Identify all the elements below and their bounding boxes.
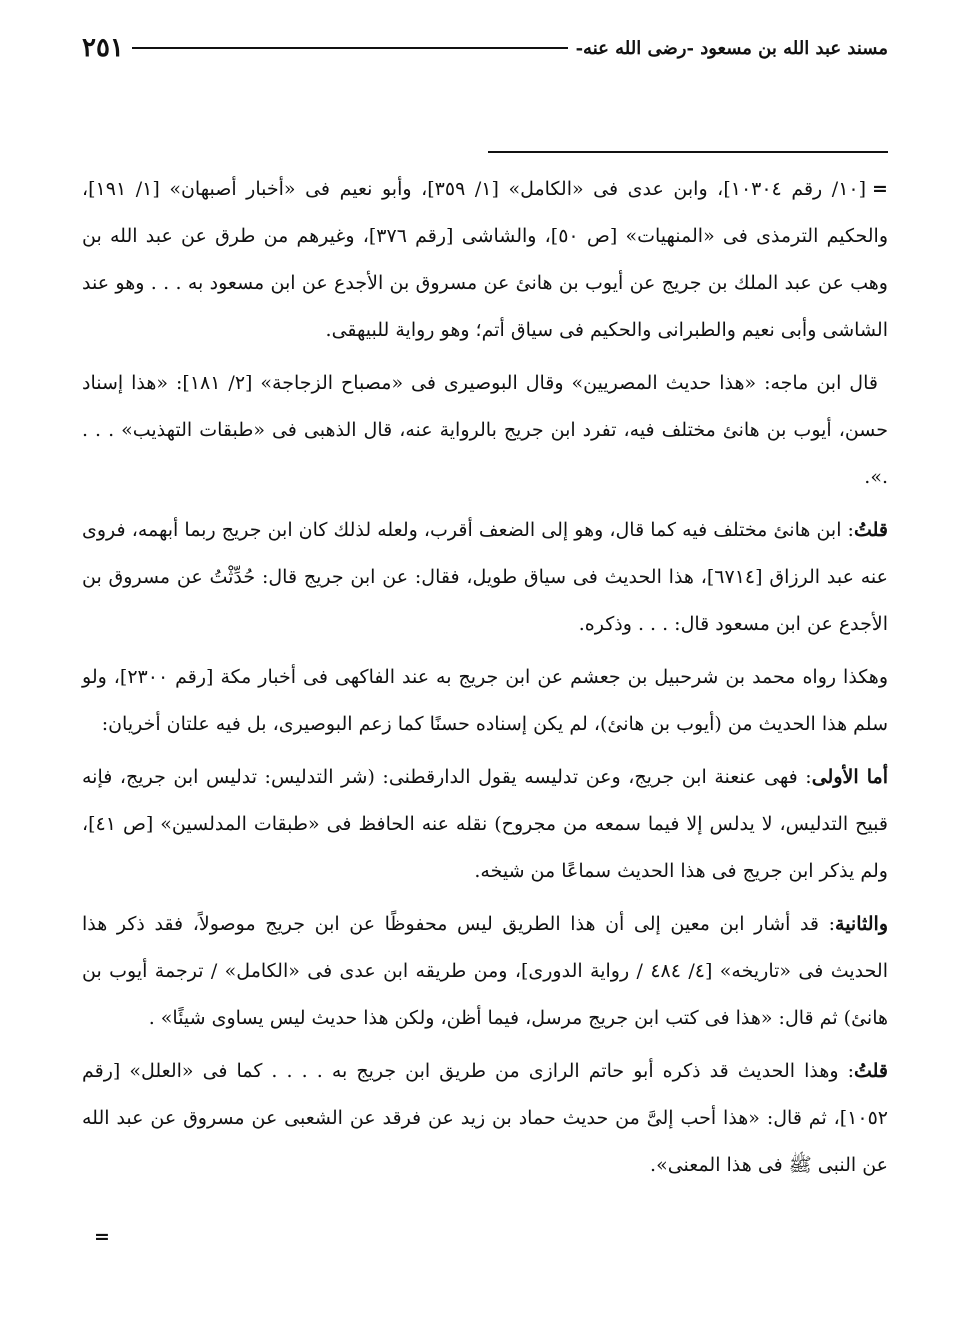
paragraph-3	[82, 507, 888, 648]
paragraph-5	[82, 754, 888, 895]
continuation-mark: =	[872, 178, 888, 200]
paragraph-lead: والثانية	[835, 913, 888, 935]
page-number: ٢٥١	[82, 33, 124, 63]
footnote-body	[82, 166, 888, 1195]
paragraph-6	[82, 901, 888, 1042]
header-title: مسند عبد الله بن مسعود -رضى الله عنه-	[575, 37, 888, 59]
paragraph-lead: قلتُ	[853, 1060, 888, 1082]
running-header	[82, 28, 888, 68]
paragraph-lead: قلتُ	[853, 519, 888, 541]
header-rule	[132, 47, 568, 49]
paragraph-1	[82, 166, 888, 354]
paragraph-7	[82, 1048, 888, 1189]
paragraph-text: [١٠/ رقم ١٠٣٠٤]، وابن عدى فى «الكامل» [١/ ٣٥٩]، وأبو نعيم فى «أخبار أصبهان» [١/ ١٩١]، والحكيم الترمذى فى «المنهيات» [ص ٥٠]، والشاشى [رقم ٣٧٦]، وغيرهم من طرق عن عبد الله بن وهب عن عبد الملك بن جريج عن أيوب بن هانئ عن مسروق بن الأجدع عن ابن مسعود به . . . وهو عند الشاشى وأبى نعيم والطبرانى والحكيم فى سياق أتم؛ وهو رواية للبيهقى.	[82, 178, 888, 341]
paragraph-text: وهكذا رواه محمد بن شرحبيل بن جعشم عن ابن جريج به عند الفاكهى فى أخبار مكة [رقم ٢٣٠٠]، ولو سلم هذا الحديث من (أيوب بن هانئ)، لم يكن إسناده حسنًا كما زعم البوصيرى، بل فيه علتان أخريان:	[82, 666, 888, 735]
paragraph-text: : قد أشار ابن معين إلى أن هذا الطريق ليس محفوظًا عن ابن جريج موصولاً، فقد ذكر هذا الحديث فى «تاريخه» [٤/ ٤٨٤ / رواية الدورى]، ومن طريقه ابن عدى فى «الكامل» / ترجمة أيوب بن هانئ) ثم قال: «هذا فى كتب ابن جريج مرسل، فيما أظن، ولكن هذا حديث ليس يساوى شيئًا» .	[82, 913, 888, 1029]
paragraph-4	[82, 654, 888, 748]
paragraph-text: : وهذا الحديث قد ذكره أبو حاتم الرازى من طريق ابن جريج به . . . . كما فى «العلل» [رقم ١٠٥٢]، ثم قال: «هذا أحب إلىَّ من حديث حماد بن زيد عن فرقد عن الشعبى عن مسروق عن عبد الله عن النبى ﷺ فى هذا المعنى».	[82, 1060, 888, 1176]
paragraph-text: : ابن هانئ مختلف فيه كما قال، وهو إلى الضعف أقرب، ولعله لذلك كان ابن جريج ربما أبهمه، فروى عنه عبد الرزاق [٦٧١٤]، هذا الحديث فى سياق طويل، فقال: عن ابن جريج قال: حُدِّثْتُ عن مسروق بن الأجدع عن ابن مسعود قال: . . . وذكره.	[82, 519, 888, 635]
paragraph-lead: أما الأولى	[811, 766, 888, 788]
paragraph-2	[82, 360, 888, 501]
footnote-separator	[488, 151, 888, 153]
paragraph-text: قال ابن ماجه: «هذا حديث المصريين» وقال البوصيرى فى «مصباح الزجاجة» [٢/ ١٨١]: «هذا إسناد حسن، أيوب بن هانئ مختلف فيه، تفرد ابن جريج بالرواية عنه، قال الذهبى فى «طبقات التهذيب» . . . .».	[82, 372, 888, 488]
trailing-continuation-mark: =	[94, 1226, 110, 1248]
paragraph-text: : فهى عنعنة ابن جريج، وعن تدليسه يقول الدارقطنى: (شر التدليس: تدليس ابن جريج، فإنه قبيح التدليس، لا يدلس إلا فيما سمعه من مجروح) نقله عنه الحافظ فى «طبقات المدلسين» [ص ٤١]، ولم يذكر ابن جريج فى هذا الحديث سماعًا من شيخه.	[82, 766, 888, 882]
